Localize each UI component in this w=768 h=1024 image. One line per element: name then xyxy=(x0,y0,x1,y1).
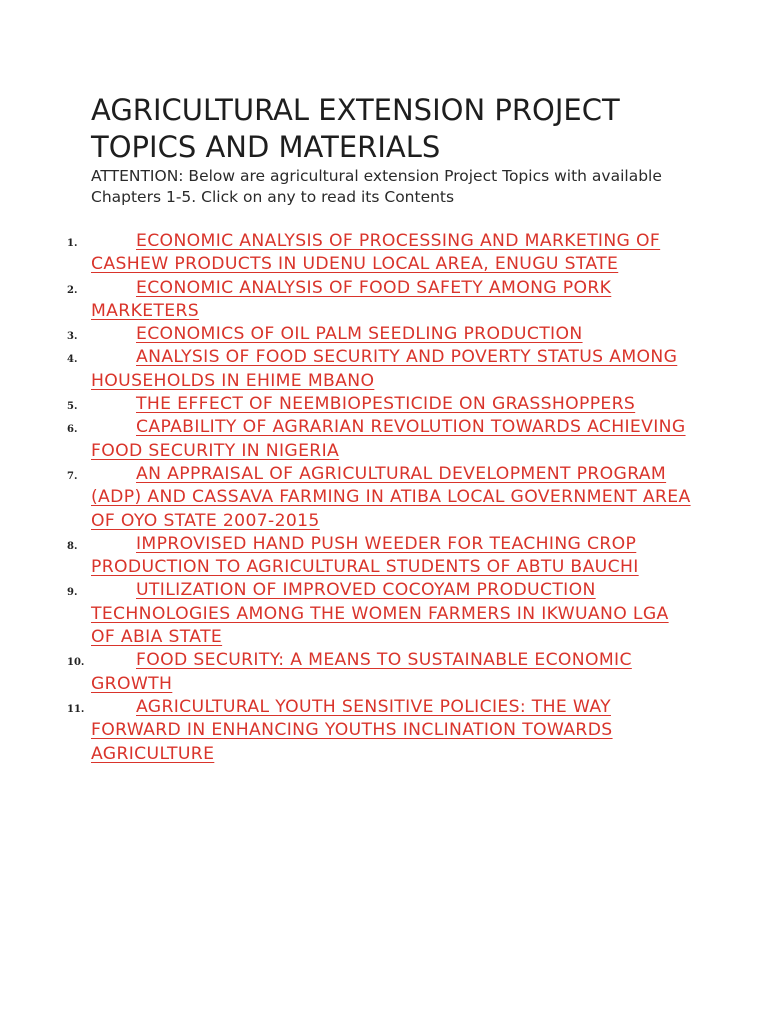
topic-link[interactable]: ECONOMIC ANALYSIS OF FOOD SAFETY AMONG PORK MARKETERS xyxy=(91,277,612,321)
topic-link[interactable]: ANALYSIS OF FOOD SECURITY AND POVERTY STATUS AMONG HOUSEHOLDS IN EHIME MBANO xyxy=(91,347,678,391)
list-item-number: 7. xyxy=(67,470,78,482)
list-item-number: 9. xyxy=(67,587,78,599)
topic-link[interactable]: THE EFFECT OF NEEMBIOPESTICIDE ON GRASSHOPPERS xyxy=(136,394,636,415)
topic-list xyxy=(0,230,768,766)
topic-link[interactable]: AGRICULTURAL YOUTH SENSITIVE POLICIES: THE WAY FORWARD IN ENHANCING YOUTHS INCLINATION TOWARDS AGRICULTURE xyxy=(91,696,613,764)
list-item-number: 4. xyxy=(67,354,78,366)
topic-link[interactable]: ECONOMICS OF OIL PALM SEEDLING PRODUCTION xyxy=(136,324,583,345)
topic-link[interactable]: ECONOMIC ANALYSIS OF PROCESSING AND MARKETING OF CASHEW PRODUCTS IN UDENU LOCAL AREA, ENUGU STATE xyxy=(91,231,661,275)
list-item xyxy=(0,346,691,393)
list-item xyxy=(0,277,691,324)
list-item-number: 8. xyxy=(67,540,78,552)
list-item xyxy=(0,230,691,277)
attention-note: ATTENTION: Below are agricultural extension Project Topics with available Chapters 1-5. Click on any to read its Contents xyxy=(91,167,662,206)
list-item xyxy=(0,323,691,346)
list-item-number: 3. xyxy=(67,331,78,343)
topic-link[interactable]: UTILIZATION OF IMPROVED COCOYAM PRODUCTION TECHNOLOGIES AMONG THE WOMEN FARMERS IN IKWUANO LGA OF ABIA STATE xyxy=(91,580,669,648)
list-item xyxy=(0,696,691,766)
list-item xyxy=(0,579,691,649)
list-item xyxy=(0,393,691,416)
list-item-number: 11. xyxy=(67,703,85,715)
list-item xyxy=(0,649,691,696)
list-item xyxy=(0,463,691,533)
list-item xyxy=(0,533,691,580)
topic-link[interactable]: FOOD SECURITY: A MEANS TO SUSTAINABLE ECONOMIC GROWTH xyxy=(91,650,632,694)
list-item-number: 5. xyxy=(67,401,78,413)
list-item-number: 10. xyxy=(67,657,85,669)
list-item xyxy=(0,416,691,463)
topic-link[interactable]: IMPROVISED HAND PUSH WEEDER FOR TEACHING CROP PRODUCTION TO AGRICULTURAL STUDENTS OF ABTU BAUCHI xyxy=(91,533,639,578)
topic-link[interactable]: AN APPRAISAL OF AGRICULTURAL DEVELOPMENT PROGRAM (ADP) AND CASSAVA FARMING IN ATIBA LOCAL GOVERNMENT AREA OF OYO STATE 2007-2015 xyxy=(91,463,691,531)
page-title: AGRICULTURAL EXTENSION PROJECT TOPICS AND MATERIALS xyxy=(91,93,620,164)
list-item-number: 2. xyxy=(67,284,78,296)
list-item-number: 6. xyxy=(67,424,78,436)
list-item-number: 1. xyxy=(67,238,78,249)
topic-link[interactable]: CAPABILITY OF AGRARIAN REVOLUTION TOWARDS ACHIEVING FOOD SECURITY IN NIGERIA xyxy=(91,417,686,461)
